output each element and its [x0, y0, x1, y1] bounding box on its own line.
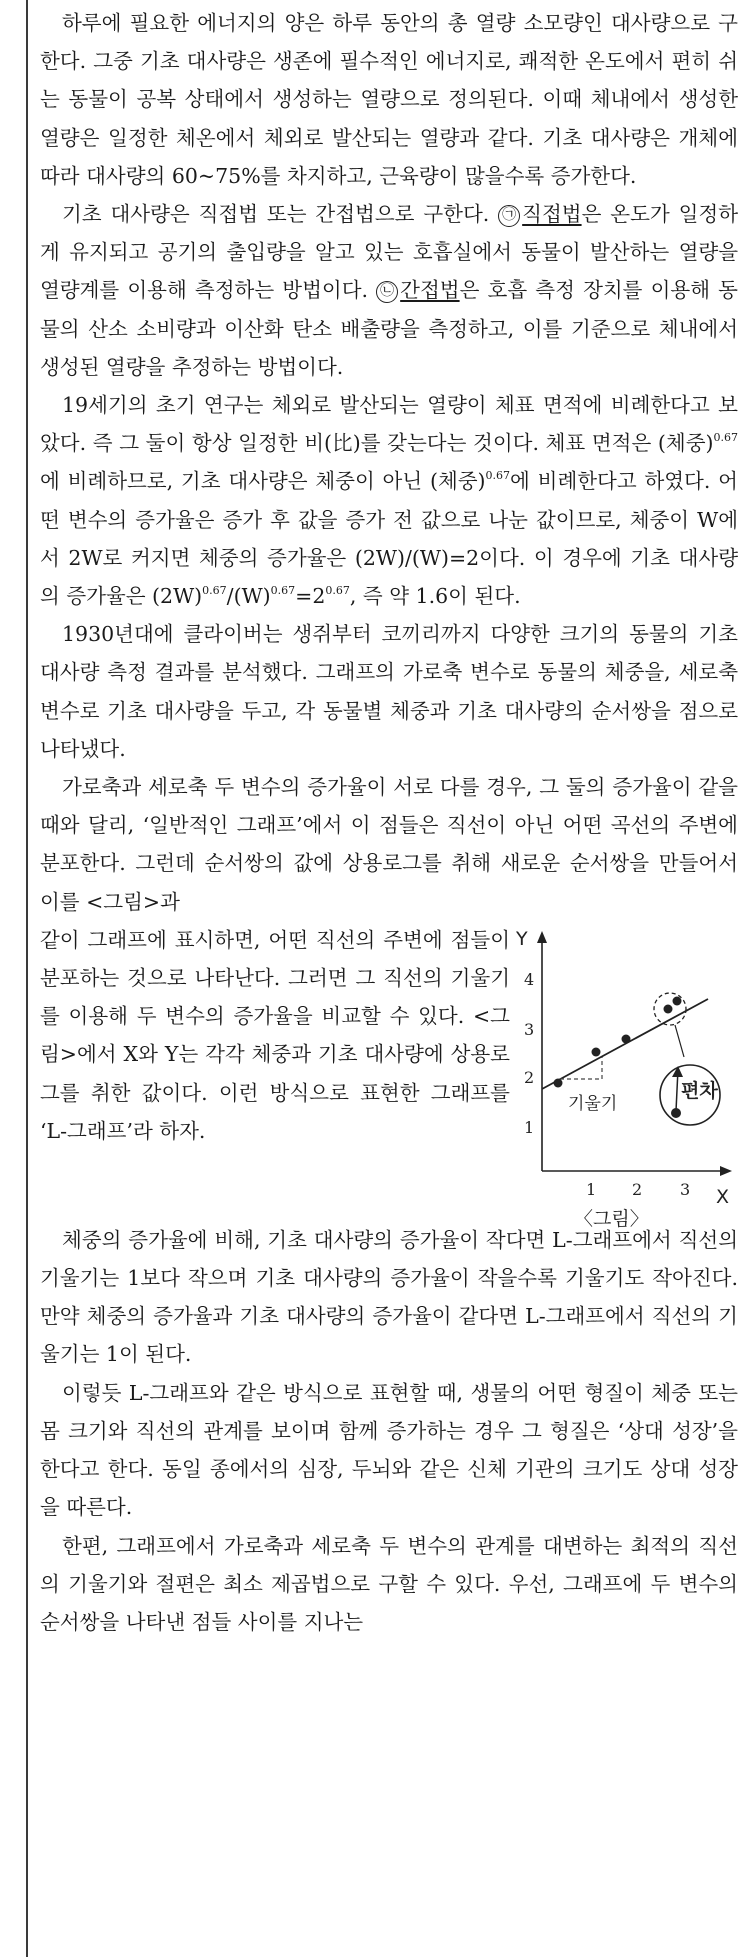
- paragraph-5-continued: [40, 921, 510, 1150]
- paragraph-5: [40, 768, 738, 921]
- paragraph-3-text-d: /(W): [226, 584, 271, 609]
- term-indirect-method: 간접법: [400, 278, 460, 303]
- exponent-4: 0.67: [270, 584, 296, 598]
- paragraph-7: [40, 1374, 738, 1527]
- x-axis-arrow: [720, 1166, 732, 1176]
- exponent-1: 0.67: [713, 431, 738, 445]
- paragraph-3-text-c: 에 비례한다고 하였다. 어떤 변수의 증가율은 증가 후 값을 증가 전 값으로 나눈 값이므로, 체중이 W에서 2W로 커지면 체중의 증가율은 (2W)/(W)=2이다. 이 경우에 기초 대사량의 증가율은 (2W): [40, 469, 738, 609]
- paragraph-2-text-b: 은 온도가 일정하게 유지되고 공기의 출입량을 알고 있는 호흡실에서 동물이 발산하는 열량을 열량계를 이용해 측정하는 방법이다.: [40, 202, 738, 303]
- x-tick-2: 2: [632, 1179, 643, 1199]
- l-graph-svg: [510, 929, 738, 1229]
- paragraph-4: [40, 615, 738, 768]
- data-point-4: [664, 1004, 673, 1013]
- magnifier-connector: [675, 1025, 684, 1057]
- y-axis-arrow: [537, 931, 547, 943]
- paragraph-2: [40, 195, 738, 386]
- paragraph-3-text-f: , 즉 약 1.6이 된다.: [349, 584, 521, 609]
- l-graph-figure: [510, 921, 738, 1229]
- paragraph-3-text-e: =2: [295, 584, 326, 609]
- paragraph-5-text: 가로축과 세로축 두 변수의 증가율이 서로 다를 경우, 그 둘의 증가율이 같을 때와 달리, ‘일반적인 그래프’에서 이 점들은 직선이 아닌 어떤 곡선의 주변에 분포한다. 그런데 순서쌍의 값에 상용로그를 취해 새로운 순서쌍을 만들어서 이를 <그림>과: [40, 775, 738, 914]
- paragraph-5-cont-text: 같이 그래프에 표시하면, 어떤 직선의 주변에 점들이 분포하는 것으로 나타난다. 그러면 그 직선의 기울기를 이용해 두 변수의 증가율을 비교할 수 있다. <그림>에서 X와 Y는 각각 체중과 기초 대사량에 상용로그를 취한 값이다. 이런 방식으로 표현한 그래프를 ‘L-그래프’라 하자.: [40, 927, 510, 1143]
- passage-body: [40, 4, 738, 1641]
- paragraph-6: [40, 1221, 738, 1374]
- paragraph-5-continued-text: [40, 921, 510, 1150]
- term-direct-method: 직접법: [522, 202, 582, 227]
- paragraph-3-text-b: 에 비례하므로, 기초 대사량은 체중이 아닌 (체중): [40, 469, 486, 494]
- x-axis-label: X: [716, 1185, 730, 1208]
- paragraph-3-text-a: 19세기의 초기 연구는 체외로 발산되는 열량이 체표 면적에 비례한다고 보았다. 즉 그 둘이 항상 일정한 비(比)를 갖는다는 것이다. 체표 면적은 (체중): [40, 393, 738, 456]
- paragraph-6-text: 체중의 증가율에 비해, 기초 대사량의 증가율이 작다면 L-그래프에서 직선의 기울기는 1보다 작으며 기초 대사량의 증가율이 작을수록 기울기도 작아진다. 만약 체중의 증가율과 기초 대사량의 증가율이 같다면 L-그래프에서 직선의 기울기는 1이 된다.: [40, 1227, 738, 1367]
- y-tick-1: 1: [524, 1117, 535, 1137]
- paragraph-7-text: 이렇듯 L-그래프와 같은 방식으로 표현할 때, 생물의 어떤 형질이 체중 또는 몸 크기와 직선의 관계를 보이며 함께 증가하는 경우 그 형질은 ‘상대 성장’을 한다고 한다. 동일 종에서의 심장, 두뇌와 같은 신체 기관의 크기도 상대 성장을 따른다.: [40, 1380, 738, 1520]
- figure-wrap: [40, 921, 738, 1229]
- paragraph-1-text: 하루에 필요한 에너지의 양은 하루 동안의 총 열량 소모량인 대사량으로 구한다. 그중 기초 대사량은 생존에 필수적인 에너지로, 쾌적한 온도에서 편히 쉬는 동물이 공복 상태에서 생성하는 열량으로 정의된다. 이때 체내에서 생성한 열량은 일정한 체온에서 체외로 발산되는 열량과 같다. 기초 대사량은 개체에 따라 대사량의 60~75%를 차지하고, 근육량이 많을수록 증가한다.: [40, 11, 738, 188]
- data-point-3: [622, 1034, 631, 1043]
- magnified-point: [671, 1108, 681, 1118]
- x-tick-1: 1: [586, 1179, 597, 1199]
- paragraph-8-text: 한편, 그래프에서 가로축과 세로축 두 변수의 관계를 대변하는 최적의 직선의 기울기와 절편은 최소 제곱법으로 구할 수 있다. 우선, 그래프에 두 변수의 순서쌍을 나타낸 점들 사이를 지나는: [40, 1533, 738, 1634]
- slope-label: 기울기: [568, 1093, 618, 1114]
- paragraph-8: [40, 1527, 738, 1642]
- data-point-5: [673, 996, 682, 1005]
- figure-caption: 〈그림〉: [574, 1207, 649, 1229]
- x-tick-3: 3: [680, 1179, 691, 1199]
- data-point-1: [554, 1078, 563, 1087]
- column-rule: [26, 0, 28, 1957]
- paragraph-4-text: 1930년대에 클라이버는 생쥐부터 코끼리까지 다양한 크기의 동물의 기초 대사량 측정 결과를 분석했다. 그래프의 가로축 변수로 동물의 체중을, 세로축 변수로 기초 대사량을 두고, 각 동물별 체중과 기초 대사량의 순서쌍을 점으로 나타냈다.: [40, 622, 738, 761]
- y-tick-4: 4: [524, 969, 535, 989]
- y-tick-3: 3: [524, 1019, 535, 1039]
- deviation-label: 편차: [681, 1079, 718, 1102]
- paragraph-2-text-c: 은 호흡 측정 장치를 이용해 동물의 산소 소비량과 이산화 탄소 배출량을 측정하고, 이를 기준으로 체내에서 생성된 열량을 추정하는 방법이다.: [40, 278, 738, 379]
- data-point-2: [592, 1047, 601, 1056]
- paragraph-1: [40, 4, 738, 195]
- exponent-2: 0.67: [485, 469, 511, 483]
- paragraph-3: [40, 386, 738, 615]
- y-axis-label: Y: [516, 928, 528, 950]
- exponent-5: 0.67: [325, 584, 350, 598]
- circled-mark-2: ㉡: [376, 281, 398, 303]
- y-tick-2: 2: [524, 1067, 535, 1087]
- paragraph-2-text-a: 기초 대사량은 직접법 또는 간접법으로 구한다.: [62, 202, 499, 227]
- circled-mark-1: ㉠: [498, 205, 520, 227]
- exponent-3: 0.67: [202, 584, 227, 598]
